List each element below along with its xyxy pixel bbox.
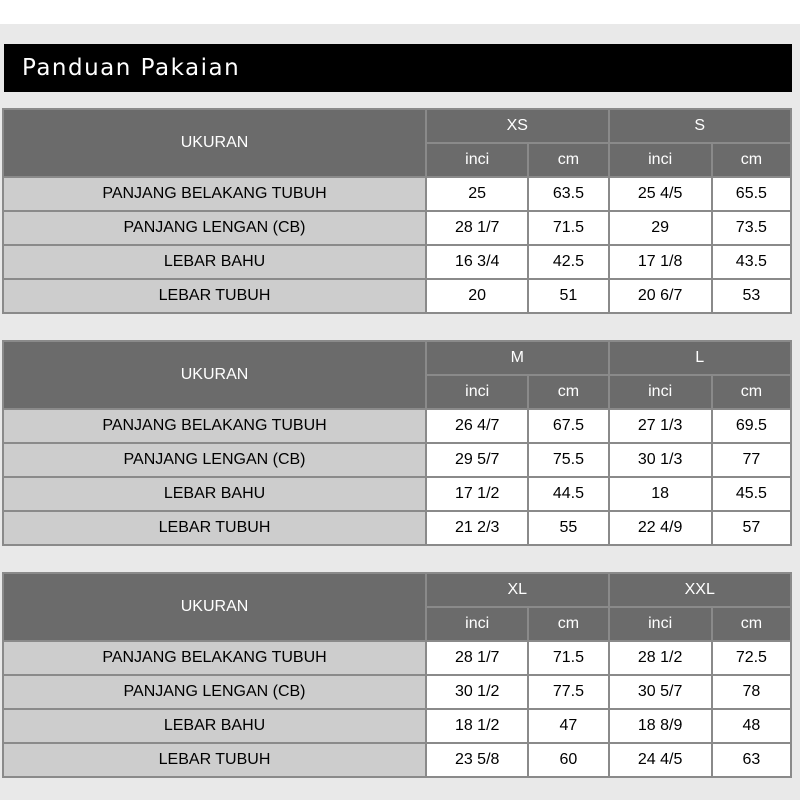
table-row xyxy=(3,177,791,211)
measurement-label: LEBAR TUBUH xyxy=(3,279,426,313)
size-header: XL xyxy=(426,573,608,607)
measurement-value: 28 1/2 xyxy=(609,641,712,675)
title-bar xyxy=(4,44,792,92)
measurement-value: 71.5 xyxy=(528,641,608,675)
measurement-value: 51 xyxy=(528,279,608,313)
measurement-label: PANJANG BELAKANG TUBUH xyxy=(3,409,426,443)
measurement-value: 72.5 xyxy=(712,641,791,675)
measurement-value: 69.5 xyxy=(712,409,791,443)
measurement-value: 44.5 xyxy=(528,477,608,511)
unit-inch-header: inci xyxy=(609,375,712,409)
unit-cm-header: cm xyxy=(528,143,608,177)
measurement-value: 77.5 xyxy=(528,675,608,709)
unit-inch-header: inci xyxy=(609,143,712,177)
table-row xyxy=(3,709,791,743)
measurement-value: 30 1/3 xyxy=(609,443,712,477)
measurement-value: 16 3/4 xyxy=(426,245,528,279)
measurement-label: PANJANG LENGAN (CB) xyxy=(3,443,426,477)
table-row xyxy=(3,211,791,245)
measurement-value: 43.5 xyxy=(712,245,791,279)
measurement-value: 67.5 xyxy=(528,409,608,443)
measurement-value: 48 xyxy=(712,709,791,743)
measurement-value: 25 xyxy=(426,177,528,211)
measurement-value: 28 1/7 xyxy=(426,641,528,675)
measurement-value: 30 1/2 xyxy=(426,675,528,709)
measurement-value: 27 1/3 xyxy=(609,409,712,443)
measurement-value: 17 1/2 xyxy=(426,477,528,511)
measurement-value: 23 5/8 xyxy=(426,743,528,777)
ukuran-header: UKURAN xyxy=(3,109,426,177)
measurement-value: 45.5 xyxy=(712,477,791,511)
measurement-value: 77 xyxy=(712,443,791,477)
measurement-value: 20 xyxy=(426,279,528,313)
unit-inch-header: inci xyxy=(426,143,528,177)
measurement-value: 29 5/7 xyxy=(426,443,528,477)
measurement-value: 18 8/9 xyxy=(609,709,712,743)
measurement-value: 65.5 xyxy=(712,177,791,211)
table-row xyxy=(3,675,791,709)
table-row xyxy=(3,641,791,675)
measurement-value: 47 xyxy=(528,709,608,743)
measurement-value: 17 1/8 xyxy=(609,245,712,279)
table-row xyxy=(3,443,791,477)
measurement-value: 63.5 xyxy=(528,177,608,211)
measurement-value: 24 4/5 xyxy=(609,743,712,777)
measurement-label: PANJANG LENGAN (CB) xyxy=(3,675,426,709)
measurement-label: LEBAR BAHU xyxy=(3,709,426,743)
table-row xyxy=(3,409,791,443)
unit-cm-header: cm xyxy=(712,375,791,409)
table-row xyxy=(3,743,791,777)
measurement-value: 71.5 xyxy=(528,211,608,245)
measurement-value: 42.5 xyxy=(528,245,608,279)
measurement-value: 20 6/7 xyxy=(609,279,712,313)
measurement-value: 53 xyxy=(712,279,791,313)
table-row xyxy=(3,511,791,545)
measurement-value: 60 xyxy=(528,743,608,777)
measurement-value: 22 4/9 xyxy=(609,511,712,545)
measurement-value: 30 5/7 xyxy=(609,675,712,709)
measurement-value: 18 1/2 xyxy=(426,709,528,743)
ukuran-header: UKURAN xyxy=(3,573,426,641)
size-header: XS xyxy=(426,109,608,143)
table-row xyxy=(3,477,791,511)
measurement-value: 63 xyxy=(712,743,791,777)
measurement-value: 21 2/3 xyxy=(426,511,528,545)
measurement-value: 75.5 xyxy=(528,443,608,477)
size-header: S xyxy=(609,109,792,143)
table-row xyxy=(3,279,791,313)
size-header: M xyxy=(426,341,608,375)
size-header: L xyxy=(609,341,791,375)
size-header: XXL xyxy=(609,573,791,607)
page-title: Panduan Pakaian xyxy=(22,55,241,81)
table-row xyxy=(3,245,791,279)
measurement-value: 29 xyxy=(609,211,712,245)
unit-cm-header: cm xyxy=(712,143,791,177)
size-table-1 xyxy=(2,108,792,314)
measurement-label: PANJANG BELAKANG TUBUH xyxy=(3,177,426,211)
size-table-3 xyxy=(2,572,792,778)
measurement-value: 26 4/7 xyxy=(426,409,528,443)
unit-inch-header: inci xyxy=(609,607,712,641)
measurement-label: LEBAR TUBUH xyxy=(3,743,426,777)
measurement-value: 78 xyxy=(712,675,791,709)
measurement-label: PANJANG BELAKANG TUBUH xyxy=(3,641,426,675)
unit-inch-header: inci xyxy=(426,375,528,409)
measurement-label: PANJANG LENGAN (CB) xyxy=(3,211,426,245)
unit-cm-header: cm xyxy=(528,375,608,409)
measurement-value: 25 4/5 xyxy=(609,177,712,211)
measurement-label: LEBAR BAHU xyxy=(3,245,426,279)
unit-inch-header: inci xyxy=(426,607,528,641)
unit-cm-header: cm xyxy=(712,607,791,641)
measurement-value: 55 xyxy=(528,511,608,545)
size-table-2 xyxy=(2,340,792,546)
measurement-label: LEBAR TUBUH xyxy=(3,511,426,545)
measurement-label: LEBAR BAHU xyxy=(3,477,426,511)
measurement-value: 28 1/7 xyxy=(426,211,528,245)
unit-cm-header: cm xyxy=(528,607,608,641)
measurement-value: 57 xyxy=(712,511,791,545)
ukuran-header: UKURAN xyxy=(3,341,426,409)
measurement-value: 73.5 xyxy=(712,211,791,245)
measurement-value: 18 xyxy=(609,477,712,511)
